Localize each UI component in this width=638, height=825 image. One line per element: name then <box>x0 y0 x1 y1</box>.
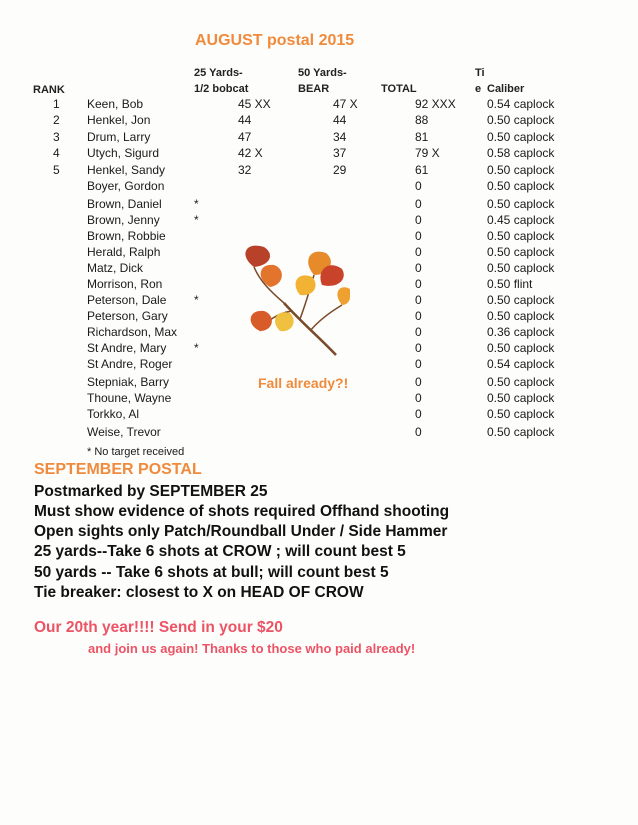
table-row <box>0 146 638 162</box>
caliber-cell: 0.58 caplock <box>487 146 555 160</box>
caliber-cell: 0.50 caplock <box>487 391 555 405</box>
score-25-yards: 44 <box>238 113 252 127</box>
table-row <box>0 391 638 407</box>
shooter-name: Weise, Trevor <box>87 425 161 439</box>
caliber-cell: 0.50 caplock <box>487 245 555 259</box>
caliber-cell: 0.50 caplock <box>487 293 555 307</box>
total-score: 81 <box>415 130 429 144</box>
caliber-cell: 0.50 caplock <box>487 229 555 243</box>
caliber-cell: 0.45 caplock <box>487 213 555 227</box>
total-score: 0 <box>415 277 422 291</box>
total-score: 0 <box>415 213 422 227</box>
rank-cell: 5 <box>53 163 60 177</box>
score-50-yards: 29 <box>333 163 347 177</box>
total-score: 0 <box>415 261 422 275</box>
shooter-name: Stepniak, Barry <box>87 375 170 389</box>
shooter-name: Keen, Bob <box>87 97 144 111</box>
rank-cell: 3 <box>53 130 60 144</box>
shooter-name: St Andre, Mary <box>87 341 167 355</box>
total-score: 92 XXX <box>415 97 456 111</box>
total-score: 0 <box>415 229 422 243</box>
shooter-name: Brown, Daniel <box>87 197 162 211</box>
shooter-name: Thoune, Wayne <box>87 391 172 405</box>
header-50-yards: 50 Yards- <box>298 67 347 79</box>
total-score: 0 <box>415 293 422 307</box>
table-row <box>0 163 638 179</box>
table-row <box>0 179 638 195</box>
september-rule-tie-breaker: Tie breaker: closest to X on HEAD OF CROW <box>34 584 364 601</box>
total-score: 0 <box>415 325 422 339</box>
shooter-name: Brown, Robbie <box>87 229 166 243</box>
total-score: 0 <box>415 309 422 323</box>
autumn-leaves-icon <box>240 243 350 358</box>
no-target-marker: * <box>194 293 199 307</box>
total-score: 79 X <box>415 146 440 160</box>
shooter-name: Torkko, Al <box>87 407 140 421</box>
caliber-cell: 0.50 flint <box>487 277 533 291</box>
caliber-cell: 0.50 caplock <box>487 163 555 177</box>
rank-cell: 1 <box>53 97 60 111</box>
table-row <box>0 213 638 229</box>
total-score: 0 <box>415 407 422 421</box>
score-50-yards: 44 <box>333 113 347 127</box>
fall-caption: Fall already?! <box>258 375 349 391</box>
score-25-yards: 45 XX <box>238 97 271 111</box>
total-score: 61 <box>415 163 429 177</box>
header-total: TOTAL <box>381 83 417 95</box>
caliber-cell: 0.50 caplock <box>487 130 555 144</box>
shooter-name: Herald, Ralph <box>87 245 161 259</box>
september-rule-50-yards: 50 yards -- Take 6 shots at bull; will count best 5 <box>34 564 389 581</box>
caliber-cell: 0.54 caplock <box>487 357 555 371</box>
score-50-yards: 47 X <box>333 97 358 111</box>
header-25-yards: 25 Yards- <box>194 67 243 79</box>
header-caliber: Caliber <box>487 83 525 95</box>
table-row <box>0 97 638 113</box>
score-50-yards: 37 <box>333 146 347 160</box>
header-tie-part1: Ti <box>475 67 485 79</box>
caliber-cell: 0.50 caplock <box>487 261 555 275</box>
header-50-yards-target: BEAR <box>298 83 330 95</box>
total-score: 88 <box>415 113 429 127</box>
shooter-name: Henkel, Sandy <box>87 163 166 177</box>
table-row <box>0 425 638 441</box>
rank-cell: 2 <box>53 113 60 127</box>
shooter-name: Utych, Sigurd <box>87 146 160 160</box>
no-target-marker: * <box>194 213 199 227</box>
page-title: AUGUST postal 2015 <box>195 32 355 49</box>
total-score: 0 <box>415 341 422 355</box>
no-target-marker: * <box>194 341 199 355</box>
caliber-cell: 0.50 caplock <box>487 375 555 389</box>
september-rule-sights: Open sights only Patch/Roundball Under / Side Hammer <box>34 523 448 540</box>
shooter-name: Matz, Dick <box>87 261 144 275</box>
anniversary-headline: Our 20th year!!!! Send in your $20 <box>34 619 283 636</box>
caliber-cell: 0.50 caplock <box>487 197 555 211</box>
september-title: SEPTEMBER POSTAL <box>34 461 202 478</box>
table-row <box>0 357 638 373</box>
september-rule-evidence: Must show evidence of shots required Offhand shooting <box>34 503 450 520</box>
score-25-yards: 32 <box>238 163 252 177</box>
caliber-cell: 0.50 caplock <box>487 179 555 193</box>
caliber-cell: 0.50 caplock <box>487 113 555 127</box>
header-25-yards-target: 1/2 bobcat <box>194 83 249 95</box>
shooter-name: Henkel, Jon <box>87 113 151 127</box>
caliber-cell: 0.50 caplock <box>487 407 555 421</box>
total-score: 0 <box>415 375 422 389</box>
total-score: 0 <box>415 197 422 211</box>
total-score: 0 <box>415 357 422 371</box>
score-25-yards: 47 <box>238 130 252 144</box>
caliber-cell: 0.36 caplock <box>487 325 555 339</box>
shooter-name: Peterson, Dale <box>87 293 167 307</box>
caliber-cell: 0.50 caplock <box>487 425 555 439</box>
table-row <box>0 407 638 423</box>
total-score: 0 <box>415 245 422 259</box>
caliber-cell: 0.50 caplock <box>487 309 555 323</box>
table-row <box>0 113 638 129</box>
rank-cell: 4 <box>53 146 60 160</box>
shooter-name: Brown, Jenny <box>87 213 160 227</box>
footnote: * No target received <box>87 446 185 458</box>
shooter-name: Richardson, Max <box>87 325 178 339</box>
total-score: 0 <box>415 179 422 193</box>
september-rule-postmark: Postmarked by SEPTEMBER 25 <box>34 483 268 500</box>
shooter-name: St Andre, Roger <box>87 357 173 371</box>
anniversary-subline: and join us again! Thanks to those who paid already! <box>88 641 416 656</box>
no-target-marker: * <box>194 197 199 211</box>
shooter-name: Peterson, Gary <box>87 309 168 323</box>
score-50-yards: 34 <box>333 130 347 144</box>
shooter-name: Drum, Larry <box>87 130 151 144</box>
caliber-cell: 0.50 caplock <box>487 341 555 355</box>
table-row <box>0 197 638 213</box>
september-rule-25-yards: 25 yards--Take 6 shots at CROW ; will count best 5 <box>34 543 406 560</box>
table-row <box>0 130 638 146</box>
shooter-name: Morrison, Ron <box>87 277 163 291</box>
caliber-cell: 0.54 caplock <box>487 97 555 111</box>
score-25-yards: 42 X <box>238 146 263 160</box>
total-score: 0 <box>415 425 422 439</box>
shooter-name: Boyer, Gordon <box>87 179 165 193</box>
header-tie-part2: e <box>475 83 482 95</box>
total-score: 0 <box>415 391 422 405</box>
header-rank: RANK <box>33 84 65 96</box>
